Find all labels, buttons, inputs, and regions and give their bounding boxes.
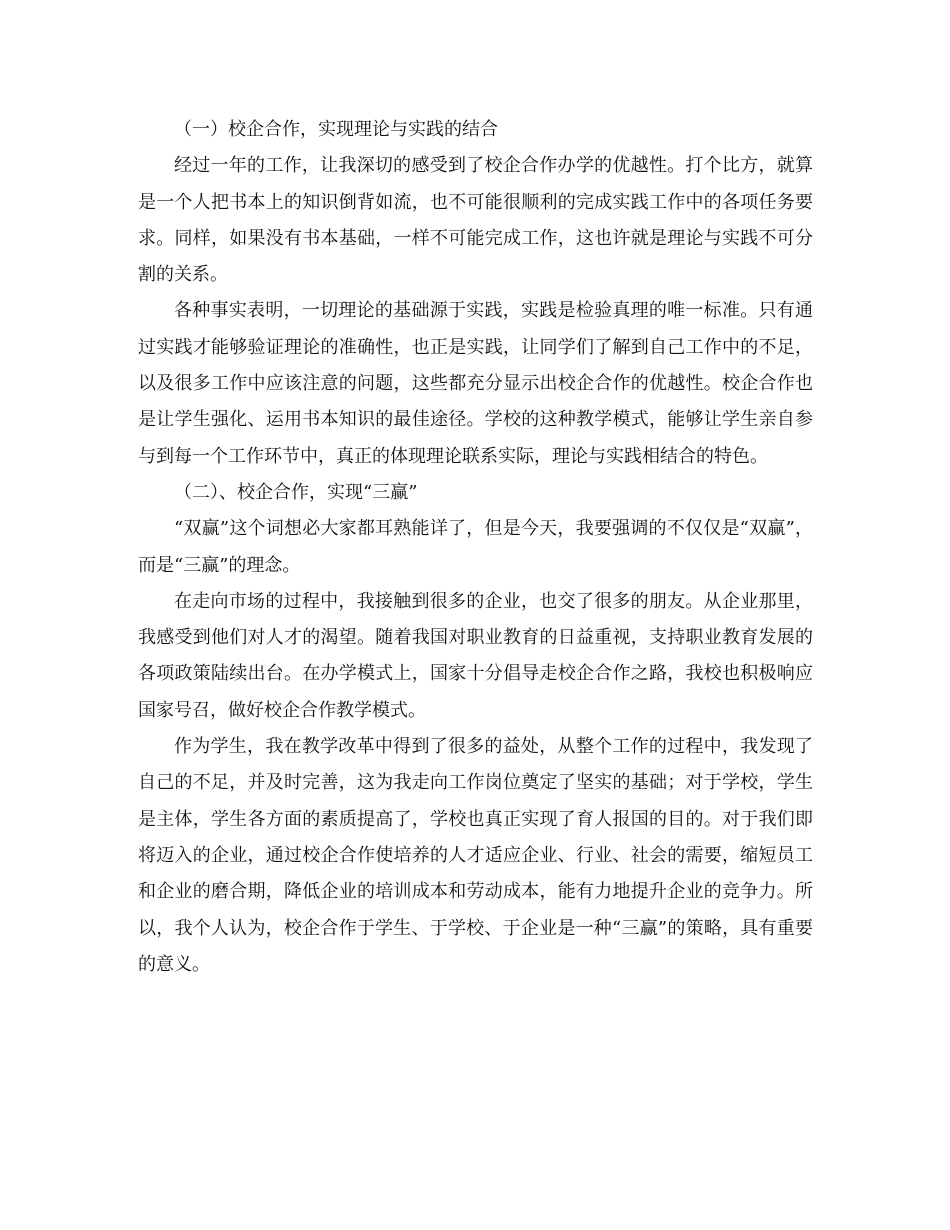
section-heading-1: （一）校企合作，实现理论与实践的结合 [174,119,498,140]
body-paragraph-4: 在走向市场的过程中，我接触到很多的企业，也交了很多的朋友。从企业那里，我感受到他们对人才的渴望。随着我国对职业教育的日益重视，支持职业教育发展的各项政策陆续出台。在办学模式上，国家十分倡导走校企合作之路，我校也积极响应国家号召，做好校企合作教学模式。 [138,590,813,721]
body-paragraph-1: 经过一年的工作，让我深切的感受到了校企合作办学的优越性。打个比方，就算是一个人把书本上的知识倒背如流，也不可能很顺利的完成实践工作中的各项任务要求。同样，如果没有书本基础，一样不可能完成工作，这也许就是理论与实践不可分割的关系。 [138,155,813,286]
document-body [138,112,813,983]
body-paragraph-3: “双赢”这个词想必大家都耳熟能详了，但是今天，我要强调的不仅仅是“双赢”，而是“三赢”的理念。 [138,518,813,576]
section-heading-2: （二）、校企合作，实现“三赢” [174,481,418,503]
body-paragraph-5: 作为学生，我在教学改革中得到了很多的益处，从整个工作的过程中，我发现了自己的不足，并及时完善，这为我走向工作岗位奠定了坚实的基础；对于学校，学生是主体，学生各方面的素质提高了，学校也真正实现了育人报国的目的。对于我们即将迈入的企业，通过校企合作使培养的人才适应企业、行业、社会的需要，缩短员工和企业的磨合期，降低企业的培训成本和劳动成本，能有力地提升企业的竞争力。所以，我个人认为，校企合作于学生、于学校、于企业是一种“三赢”的策略，具有重要的意义。 [138,736,813,975]
body-paragraph-2: 各种事实表明，一切理论的基础源于实践，实践是检验真理的唯一标准。只有通过实践才能够验证理论的准确性，也正是实践，让同学们了解到自己工作中的不足，以及很多工作中应该注意的问题，这些都充分显示出校企合作的优越性。校企合作也是让学生强化、运用书本知识的最佳途径。学校的这种教学模式，能够让学生亲自参与到每一个工作环节中，真正的体现理论联系实际，理论与实践相结合的特色。 [138,300,813,467]
